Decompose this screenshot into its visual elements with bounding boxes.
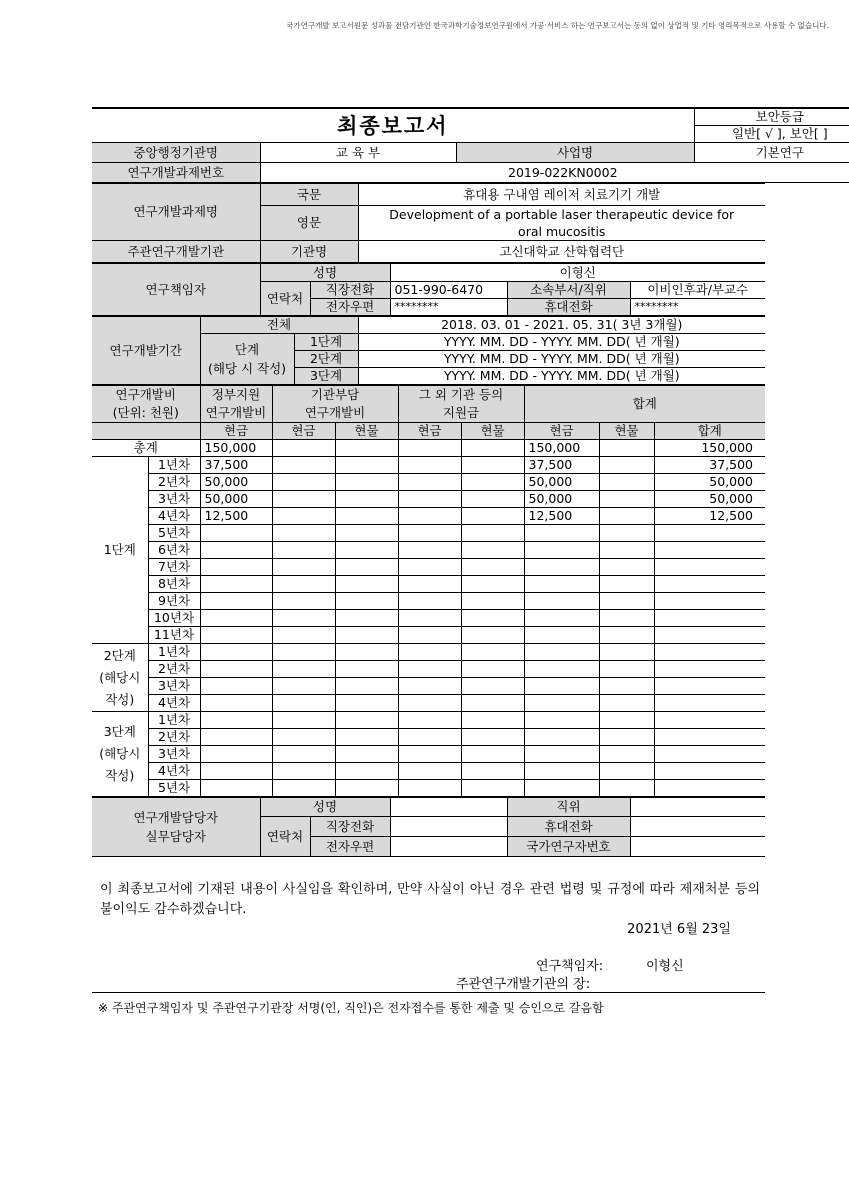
budget-sum-cash-value <box>524 593 599 610</box>
project-no-value: 2019-022KN0002 <box>260 163 849 183</box>
budget-gov-cash-value <box>200 542 272 559</box>
budget-cell <box>599 661 654 678</box>
manager-researcher-no-value <box>630 837 765 857</box>
pi-signature-name: 이형신 <box>646 959 684 974</box>
budget-cell <box>335 440 398 457</box>
budget-sum-cash-value <box>524 695 599 712</box>
period-total-label: 전체 <box>200 317 358 334</box>
budget-cell <box>272 525 335 542</box>
budget-cell <box>599 542 654 559</box>
budget-cell <box>335 678 398 695</box>
budget-gov-cash-value <box>200 644 272 661</box>
manager-name-value <box>390 798 507 817</box>
pi-email: ******** <box>390 299 507 316</box>
budget-sum-total-value <box>654 542 765 559</box>
budget-year-label: 11년차 <box>148 627 200 644</box>
budget-gov-cash-value <box>200 780 272 797</box>
budget-cell <box>599 644 654 661</box>
budget-cell <box>461 525 524 542</box>
budget-sum-total-value <box>654 729 765 746</box>
budget-cell <box>398 695 461 712</box>
report-date: 2021년 6월 23일 <box>627 922 731 937</box>
manager-label-2: 실무담당자 <box>145 829 206 844</box>
budget-sum-cash-value <box>524 780 599 797</box>
budget-sum-cash-value <box>524 627 599 644</box>
budget-cell <box>335 474 398 491</box>
budget-cell <box>398 763 461 780</box>
budget-gov-cash-value <box>200 593 272 610</box>
budget-label <box>92 386 200 423</box>
budget-sum-cash-value <box>524 559 599 576</box>
budget-gov-header-2: 연구개발비 <box>205 405 267 420</box>
budget-sum-total-value <box>654 780 765 797</box>
budget-cell <box>398 593 461 610</box>
pi-mobile: ******** <box>630 299 765 316</box>
korean-title: 휴대용 구내염 레이저 치료기기 개발 <box>358 184 765 206</box>
budget-cell <box>398 678 461 695</box>
budget-cell <box>461 559 524 576</box>
budget-sum-cash-value <box>524 610 599 627</box>
pi-name-label: 성명 <box>260 264 390 282</box>
budget-sum-total-value: 50,000 <box>654 474 765 491</box>
budget-cell <box>599 712 654 729</box>
budget-cell <box>398 661 461 678</box>
budget-cell <box>272 729 335 746</box>
budget-cell <box>335 593 398 610</box>
budget-cell <box>335 763 398 780</box>
budget-cell <box>599 763 654 780</box>
budget-cell <box>272 695 335 712</box>
budget-gov-cash-value <box>200 661 272 678</box>
budget-cell <box>461 644 524 661</box>
budget-cell <box>272 644 335 661</box>
budget-sum-inkind: 현물 <box>599 423 654 440</box>
manager-table <box>92 797 765 857</box>
budget-sum-header: 합계 <box>524 386 765 423</box>
budget-year-label: 2년차 <box>148 661 200 678</box>
budget-gov-cash-value: 12,500 <box>200 508 272 525</box>
budget-sum-cash: 현금 <box>524 423 599 440</box>
budget-gov-cash-value <box>200 712 272 729</box>
pi-label: 연구책임자 <box>92 264 260 316</box>
budget-sum-total-value <box>654 644 765 661</box>
budget-cell <box>461 763 524 780</box>
budget-cell <box>398 491 461 508</box>
budget-cell <box>398 712 461 729</box>
budget-cell <box>461 610 524 627</box>
budget-cell <box>272 542 335 559</box>
english-label: 영문 <box>260 206 358 241</box>
manager-mobile-value <box>630 817 765 837</box>
budget-cell <box>599 457 654 474</box>
copyright-notice: 국가연구개발 보고서원문 성과물 전담기관인 한국과학기술정보연구원에서 가공·서비스 하는 연구보고서는 동의 없이 상업적 및 기타 영리목적으로 사용할 수 없습니다. <box>286 21 829 30</box>
budget-cell <box>599 746 654 763</box>
budget-gov-cash-value <box>200 729 272 746</box>
budget-year-label: 4년차 <box>148 695 200 712</box>
period-stage2-value: YYYY. MM. DD - YYYY. MM. DD( 년 개월) <box>358 351 765 368</box>
budget-cell <box>272 661 335 678</box>
budget-cell <box>599 780 654 797</box>
budget-cell <box>461 491 524 508</box>
budget-cell <box>599 525 654 542</box>
budget-cell <box>398 576 461 593</box>
budget-gov-cash-value <box>200 559 272 576</box>
manager-position-value <box>630 798 765 817</box>
period-stage1-value: YYYY. MM. DD - YYYY. MM. DD( 년 개월) <box>358 334 765 351</box>
program-label: 사업명 <box>456 143 694 163</box>
budget-cell <box>335 491 398 508</box>
security-value: 일반[ √ ], 보안[ ] <box>694 126 849 143</box>
budget-year-label: 1년차 <box>148 457 200 474</box>
budget-cell <box>599 559 654 576</box>
security-label: 보안등급 <box>694 108 849 126</box>
budget-cell <box>461 508 524 525</box>
budget-year-label: 8년차 <box>148 576 200 593</box>
budget-sub-empty <box>92 423 200 440</box>
budget-sum-total-value <box>654 559 765 576</box>
project-no-label: 연구개발과제번호 <box>92 163 260 183</box>
budget-sum-total-value <box>654 661 765 678</box>
budget-cell <box>335 610 398 627</box>
budget-year-label: 3년차 <box>148 678 200 695</box>
budget-year-label: 5년차 <box>148 780 200 797</box>
budget-cell <box>272 491 335 508</box>
period-stage1-label: 1단계 <box>294 334 358 351</box>
budget-cell <box>461 440 524 457</box>
budget-cell <box>599 627 654 644</box>
budget-cell <box>599 729 654 746</box>
budget-cell <box>461 780 524 797</box>
budget-cell <box>461 746 524 763</box>
ministry-value: 교 육 부 <box>260 143 456 163</box>
budget-gov-cash-value: 50,000 <box>200 474 272 491</box>
budget-cell <box>599 474 654 491</box>
budget-sum-total-value <box>654 746 765 763</box>
budget-gov-cash-value <box>200 763 272 780</box>
budget-stage2-label-2: (해당시 <box>99 669 141 685</box>
budget-cell <box>335 780 398 797</box>
budget-year-label: 3년차 <box>148 491 200 508</box>
head-signature-label: 주관연구개발기관의 장: <box>456 977 591 992</box>
manager-email-label: 전자우편 <box>310 837 390 857</box>
budget-cell <box>599 593 654 610</box>
budget-cell <box>599 576 654 593</box>
budget-gov-header <box>200 386 272 423</box>
budget-stage3-label-3: 작성) <box>105 768 135 783</box>
budget-cell <box>272 610 335 627</box>
budget-stage3-label-2: (해당시 <box>99 746 141 761</box>
period-stage-label-2: (해당 시 작성) <box>207 361 287 376</box>
budget-gov-cash-value <box>200 678 272 695</box>
period-table <box>92 316 765 385</box>
budget-cell <box>461 661 524 678</box>
project-title-table <box>92 183 765 263</box>
period-stage2-label: 2단계 <box>294 351 358 368</box>
budget-gov-cash: 현금 <box>200 423 272 440</box>
manager-researcher-no-label: 국가연구자번호 <box>507 837 630 857</box>
budget-cell <box>398 474 461 491</box>
budget-cell <box>461 576 524 593</box>
budget-cell <box>398 440 461 457</box>
budget-cell <box>599 610 654 627</box>
pi-table <box>92 263 765 316</box>
institution-name-label: 기관명 <box>260 241 358 263</box>
budget-label-2: (단위: 천원) <box>112 405 179 420</box>
manager-label <box>92 798 260 857</box>
period-stage3-label: 3단계 <box>294 368 358 385</box>
budget-cell <box>599 508 654 525</box>
budget-other-inkind: 현물 <box>461 423 524 440</box>
budget-year-label: 3년차 <box>148 746 200 763</box>
budget-gov-header-1: 정부지원 <box>211 387 261 402</box>
budget-year-label: 5년차 <box>148 525 200 542</box>
korean-label: 국문 <box>260 184 358 206</box>
budget-cell <box>461 729 524 746</box>
budget-cell <box>461 712 524 729</box>
budget-sum-total-value <box>654 627 765 644</box>
budget-cell <box>398 780 461 797</box>
budget-sum-total-value <box>654 576 765 593</box>
budget-other-header <box>398 386 524 423</box>
budget-sum-cash-value <box>524 678 599 695</box>
budget-sum-cash-value <box>524 763 599 780</box>
budget-sum-cash-value <box>524 729 599 746</box>
pi-phone-label: 직장전화 <box>310 282 390 299</box>
budget-inst-inkind: 현물 <box>335 423 398 440</box>
manager-position-label: 직위 <box>507 798 630 817</box>
budget-table <box>92 385 765 797</box>
budget-inst-header-2: 연구개발비 <box>304 405 366 420</box>
pi-email-label: 전자우편 <box>310 299 390 316</box>
budget-cell <box>461 695 524 712</box>
final-report-form <box>92 107 828 857</box>
budget-stage2-label-3: 작성) <box>105 691 135 707</box>
budget-total-sum-cash: 150,000 <box>524 440 599 457</box>
budget-gov-cash-value <box>200 525 272 542</box>
project-title-label: 연구개발과제명 <box>92 184 260 241</box>
manager-contact-label: 연락처 <box>260 817 310 857</box>
budget-sum-total-value <box>654 593 765 610</box>
budget-cell <box>398 559 461 576</box>
budget-sum-cash-value: 50,000 <box>524 474 599 491</box>
budget-sum-total-value <box>654 763 765 780</box>
pi-name: 이형신 <box>390 264 765 282</box>
budget-year-label: 10년차 <box>148 610 200 627</box>
budget-cell <box>272 763 335 780</box>
program-value: 기본연구 <box>694 143 849 163</box>
budget-cell <box>272 508 335 525</box>
budget-cell <box>398 610 461 627</box>
budget-gov-cash-value <box>200 695 272 712</box>
budget-cell <box>461 474 524 491</box>
budget-gov-cash-value <box>200 746 272 763</box>
budget-cell <box>398 525 461 542</box>
report-title: 최종보고서 <box>92 108 694 143</box>
budget-cell <box>398 746 461 763</box>
budget-sum-total-value: 37,500 <box>654 457 765 474</box>
period-total: 2018. 03. 01 - 2021. 05. 31( 3년 3개월) <box>358 317 765 334</box>
budget-sum-total-value <box>654 610 765 627</box>
budget-other-header-1: 그 외 기관 등의 <box>418 387 504 402</box>
budget-sum-total-value <box>654 712 765 729</box>
manager-phone-value <box>390 817 507 837</box>
budget-cell <box>398 457 461 474</box>
budget-sum-total-value <box>654 695 765 712</box>
budget-stage3-label-1: 3단계 <box>103 724 136 739</box>
budget-cell <box>272 593 335 610</box>
budget-sum-total-value: 50,000 <box>654 491 765 508</box>
budget-year-label: 2년차 <box>148 729 200 746</box>
budget-gov-cash-value <box>200 576 272 593</box>
footnote: ※ 주관연구책임자 및 주관연구기관장 서명(인, 직인)은 전자접수를 통한 제출 및 승인으로 갈음함 <box>98 1001 604 1015</box>
budget-year-label: 4년차 <box>148 763 200 780</box>
budget-cell <box>335 661 398 678</box>
budget-cell <box>599 491 654 508</box>
english-title-line1: Development of a portable laser therapeutic device for <box>389 207 735 222</box>
budget-cell <box>335 542 398 559</box>
english-title <box>358 206 765 241</box>
budget-total-gov: 150,000 <box>200 440 272 457</box>
budget-gov-cash-value: 50,000 <box>200 491 272 508</box>
budget-sum-cash-value <box>524 712 599 729</box>
budget-year-label: 2년차 <box>148 474 200 491</box>
header-table <box>92 107 849 183</box>
budget-year-label: 4년차 <box>148 508 200 525</box>
budget-cell <box>335 627 398 644</box>
budget-cell <box>272 576 335 593</box>
period-stage3-value: YYYY. MM. DD - YYYY. MM. DD( 년 개월) <box>358 368 765 385</box>
budget-cell <box>398 542 461 559</box>
manager-phone-label: 직장전화 <box>310 817 390 837</box>
budget-cell <box>398 729 461 746</box>
budget-label-1: 연구개발비 <box>115 387 176 402</box>
budget-other-header-2: 지원금 <box>442 405 480 420</box>
budget-cell <box>461 627 524 644</box>
budget-cell <box>599 440 654 457</box>
pi-signature-label: 연구책임자: <box>536 959 604 974</box>
institution-name: 고신대학교 산학협력단 <box>358 241 765 263</box>
budget-sum-cash-value: 50,000 <box>524 491 599 508</box>
pi-mobile-label: 휴대전화 <box>507 299 630 316</box>
pi-dept-label: 소속부서/직위 <box>507 282 630 299</box>
budget-sum-cash-value <box>524 644 599 661</box>
budget-sum-cash-value <box>524 746 599 763</box>
budget-cell <box>335 746 398 763</box>
manager-label-1: 연구개발담당자 <box>133 810 219 825</box>
english-title-line2: oral mucositis <box>518 224 606 239</box>
budget-cell <box>335 457 398 474</box>
budget-sum-cash-value: 12,500 <box>524 508 599 525</box>
budget-total-sum-total: 150,000 <box>654 440 765 457</box>
budget-cell <box>335 525 398 542</box>
budget-total-label: 총계 <box>92 440 200 457</box>
budget-gov-cash-value <box>200 610 272 627</box>
budget-cell <box>272 678 335 695</box>
budget-cell <box>461 593 524 610</box>
ministry-label: 중앙행정기관명 <box>92 143 260 163</box>
period-label: 연구개발기간 <box>92 317 200 385</box>
budget-sum-total-value <box>654 678 765 695</box>
pi-phone: 051-990-6470 <box>390 282 507 299</box>
declaration-statement: 이 최종보고서에 기재된 내용이 사실임을 확인하며, 만약 사실이 아닌 경우 관련 법령 및 규정에 따라 제재처분 등의 불이익도 감수하겠습니다. <box>100 882 760 917</box>
budget-cell <box>599 678 654 695</box>
budget-year-label: 7년차 <box>148 559 200 576</box>
budget-cell <box>272 712 335 729</box>
budget-year-label: 6년차 <box>148 542 200 559</box>
budget-cell <box>599 695 654 712</box>
manager-name-label: 성명 <box>260 798 390 817</box>
budget-stage2-label-1: 2단계 <box>103 647 136 663</box>
budget-cell <box>335 712 398 729</box>
budget-cell <box>272 474 335 491</box>
budget-cell <box>335 644 398 661</box>
budget-cell <box>335 576 398 593</box>
budget-cell <box>461 457 524 474</box>
budget-cell <box>272 780 335 797</box>
period-stage-label-1: 단계 <box>234 342 260 357</box>
budget-gov-cash-value <box>200 627 272 644</box>
manager-mobile-label: 휴대전화 <box>507 817 630 837</box>
budget-cell <box>398 627 461 644</box>
budget-cell <box>335 508 398 525</box>
budget-cell <box>335 729 398 746</box>
budget-cell <box>461 542 524 559</box>
budget-sum-total-value: 12,500 <box>654 508 765 525</box>
institution-label: 주관연구개발기관 <box>92 241 260 263</box>
budget-cell <box>272 627 335 644</box>
budget-cell <box>335 695 398 712</box>
budget-sum-cash-value: 37,500 <box>524 457 599 474</box>
footnote-divider <box>92 992 765 993</box>
budget-cell <box>398 508 461 525</box>
budget-sum-total-value <box>654 525 765 542</box>
budget-stage1-label <box>92 457 148 644</box>
pi-dept: 이비인후과/부교수 <box>630 282 765 299</box>
period-stage-label <box>200 334 294 385</box>
budget-cell <box>461 678 524 695</box>
budget-other-cash: 현금 <box>398 423 461 440</box>
budget-stage3-label <box>92 712 148 797</box>
budget-cell <box>398 644 461 661</box>
budget-cell <box>272 457 335 474</box>
budget-inst-cash: 현금 <box>272 423 335 440</box>
budget-gov-cash-value: 37,500 <box>200 457 272 474</box>
budget-year-label: 1년차 <box>148 644 200 661</box>
pi-contact-label: 연락처 <box>260 282 310 316</box>
budget-inst-header <box>272 386 398 423</box>
budget-stage1-label-1: 1단계 <box>103 542 136 557</box>
budget-cell <box>272 559 335 576</box>
budget-cell <box>272 746 335 763</box>
manager-email-value <box>390 837 507 857</box>
budget-stage2-label <box>92 644 148 712</box>
budget-year-label: 1년차 <box>148 712 200 729</box>
budget-inst-header-1: 기관부담 <box>310 387 360 402</box>
budget-sum-cash-value <box>524 542 599 559</box>
budget-sum-total: 합계 <box>654 423 765 440</box>
budget-cell <box>335 559 398 576</box>
budget-year-label: 9년차 <box>148 593 200 610</box>
budget-sum-cash-value <box>524 661 599 678</box>
budget-cell <box>272 440 335 457</box>
budget-sum-cash-value <box>524 525 599 542</box>
budget-sum-cash-value <box>524 576 599 593</box>
